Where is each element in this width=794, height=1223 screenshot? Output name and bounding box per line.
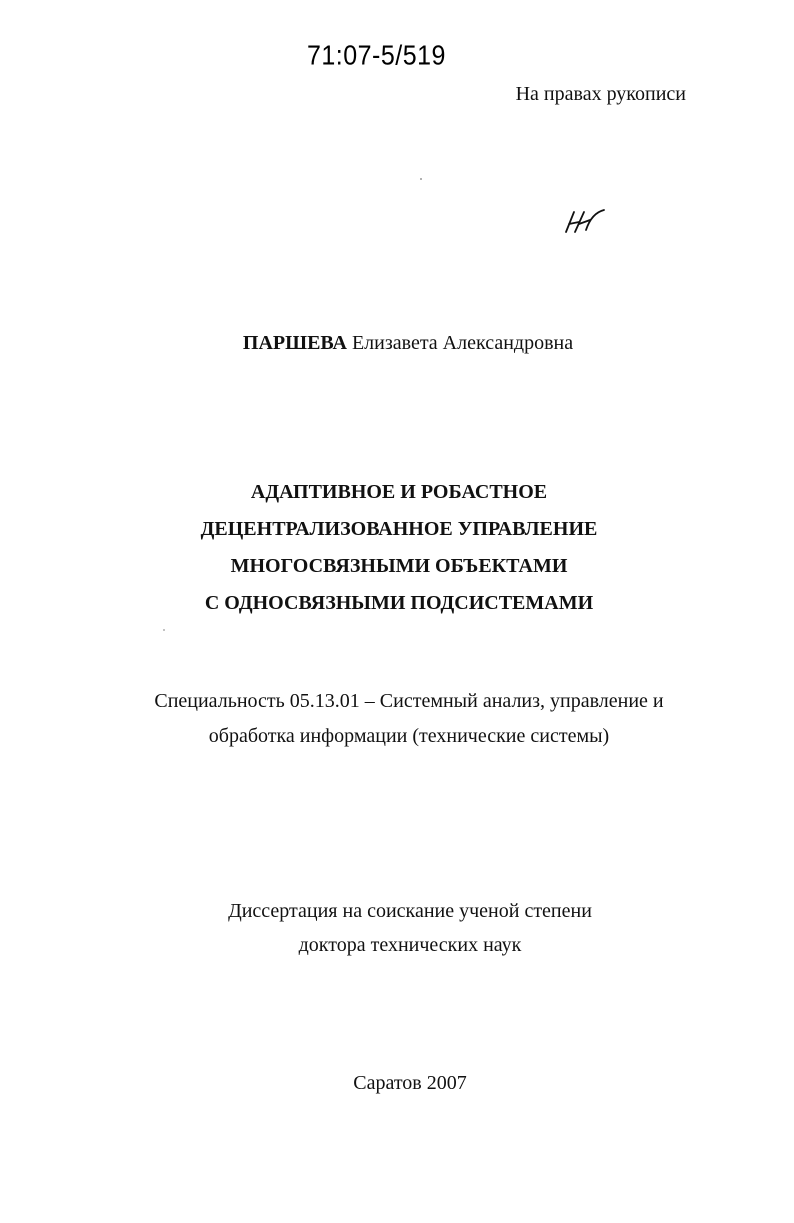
title-line: ДЕЦЕНТРАЛИЗОВАННОЕ УПРАВЛЕНИЕ bbox=[200, 518, 598, 540]
rights-note: На правах рукописи bbox=[515, 83, 686, 105]
author-given-names: Елизавета Александровна bbox=[351, 332, 574, 354]
title-line: МНОГОСВЯЗНЫМИ ОБЪЕКТАМИ bbox=[230, 555, 568, 577]
degree-line: Диссертация на соискание ученой степени bbox=[228, 900, 592, 922]
title-line: АДАПТИВНОЕ И РОБАСТНОЕ bbox=[250, 481, 548, 503]
scan-speck bbox=[163, 629, 165, 631]
author-name bbox=[0, 332, 794, 355]
degree-block bbox=[0, 894, 794, 962]
author-surname: ПАРШЕВА bbox=[242, 332, 347, 354]
degree-line: доктора технических наук bbox=[298, 934, 522, 956]
handwritten-signature bbox=[560, 206, 606, 236]
specialty-line: Специальность 05.13.01 – Системный анализ, управление и bbox=[154, 690, 664, 712]
city-year: Саратов 2007 bbox=[353, 1072, 467, 1094]
title-line: С ОДНОСВЯЗНЫМИ ПОДСИСТЕМАМИ bbox=[204, 592, 594, 614]
catalog-number: 71:07-5/519 bbox=[307, 40, 446, 72]
scan-speck bbox=[420, 178, 422, 180]
specialty-line: обработка информации (технические системы) bbox=[208, 725, 610, 747]
dissertation-title bbox=[0, 474, 794, 622]
specialty-block bbox=[0, 684, 794, 754]
